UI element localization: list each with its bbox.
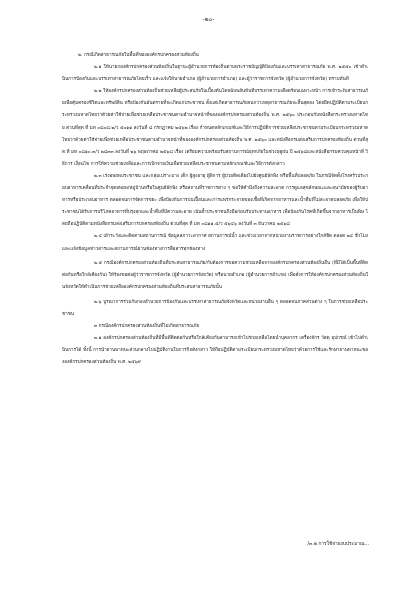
- paragraph-2-3: ๒.๓ เร่งอพยพประชาชน และกลุ่มเปราะบาง เด็ก ผู้สูงอายุ ผู้พิการ ผู้ป่วยติดเตียงไปยังศูนย์พักพิง หรือพื้นที่ปลอดภัย ในกรณีจัดตั้งโรงครัวประกอบอาหารเคลื่อนที่ประจำจุดอพยพ/หมู่บ้านหรือในศูนย์พักพิง หรือสถานที่ราชการต่าง ๆ ขอให้คำนึงถึงความสะอาด การดูแลสุขลักษณะและอนามัยของผู้รับอาหารหรือประกอบอาหาร ตลอดจนการจัดการขยะ เพื่อป้องกันการปนเปื้อนและการแพร่กระจายของเชื้อที่เกิดจากอาหารและน้ำดื่มที่ไม่สะอาดปลอดภัย เพื่อให้ประชาชนได้รับการบริโภคอาหารที่ปรุงสุกและน้ำดื่มที่มีความสะอาด เน้นย้ำประชาชนถึงมือก่อนรับประทานอาหาร เพื่อป้องกันโรคที่เกิดขึ้นจากอาหารเป็นพิษ โดยถือปฏิบัติตามหนังสือกรมส่งเสริมการปกครองท้องถิ่น ด่วนที่สุด ที่ มท ๐๘๑๑.๕/ว ๕๖๔๖ ลงวันที่ ๓ ธันวาคม ๒๕๖๘: [62, 173, 368, 228]
- document-body: [62, 50, 368, 369]
- paragraph-2-2: ๒.๒ ให้องค์กรปกครองส่วนท้องถิ่นช่วยเหลือผู้ประสบภัยในเบื้องต้นโดยฉับพลันทันทีบรรเทาความเดือดร้อนเฉพาะหน้า การเข้าระงับสาธารณภัยเพื่อคุ้มครองชีวิตและทรัพย์สิน หรือป้องกันอันตรายที่จะเกิดแก่ประชาชน ตั้งแต่เกิดสาธารณภัยจนกว่าเหตุสาธารณภัยจะสิ้นสุดลง โดยยึดปฏิบัติตามระเบียบกระทรวงมหาดไทยว่าด้วยค่าใช้จ่ายเพื่อช่วยเหลือประชาชนตามอำนาจหน้าที่ขององค์กรปกครองส่วนท้องถิ่น พ.ศ. ๒๕๖๐ ประกอบกับหนังสือกระทรวงมหาดไทย ด่วนที่สุด ที่ มท ๐๘๐๘.๒/ว ๕๐๑๑ ลงวันที่ ๘ กรกฎาคม ๒๕๖๒ เรื่อง กำหนดหลักเกณฑ์และวิธีการปฏิบัติการช่วยเหลือประชาชนตามระเบียบกระทรวงมหาดไทยว่าด้วยค่าใช้จ่ายเพื่อช่วยเหลือประชาชนตามอำนาจหน้าที่ขององค์กรปกครองส่วนท้องถิ่น พ.ศ. ๒๕๖๐ และหนังสือกรมส่งเสริมการปกครองท้องถิ่น ด่วนที่สุด ที่ มท ๐๘๑๐.๓/ว ๒๘๓๓ ลงวันที่ ๒๖ พฤษภาคม ๒๕๖๘ เรื่อง เตรียมความพร้อมรับสถานการณ์อุทกภัยในช่วงฤดูฝน ปี ๒๕๖๘และหนังสือกรมควบคุมหน้าที่ วิธีการ เงื่อนไข การให้ความช่วยเหลือและการเบิกจ่ายเงินเพื่อช่วยเหลือประชาชนตามหลักเกณฑ์และวิธีการดังกล่าว: [62, 89, 368, 167]
- paragraph-2-6: ๒.๖ บูรณาการร่วมกับกองอำนวยการป้องกันและบรรเทาสาธารณภัยจังหวัดและหน่วยงานอื่น ๆ ตลอดจนภาคส่วนต่าง ๆ ในการช่วยเหลือประชาชน: [62, 299, 368, 317]
- paragraph-3-1: ๓.๑ องค์กรปกครองส่วนท้องถิ่นที่มีพื้นที่ติดต่อกันหรือใกล้เคียงกันสามารถเข้าไปช่วยเหลือโดยนำบุคลากร เครื่องจักร วัสดุ อุปกรณ์ เข้าไปดำเนินการได้ ทั้งนี้ การนำยานพาหนะส่วนกลางไปปฏิบัติงานในการกิจดังกล่าว ให้ถือปฏิบัติตามระเบียบกระทรวงมหาดไทยว่าด้วยการใช้และรักษายานพาหนะขององค์กรปกครองส่วนท้องถิ่น พ.ศ. ๒๕๖๙: [62, 336, 368, 366]
- section-3-heading: ๓ กรณีองค์กรปกครองส่วนท้องถิ่นที่ไม่เกิดสาธารณภัย: [94, 324, 200, 330]
- continuation-note: /๓.๒ การใช้จ่ายงบประมาณ...: [307, 542, 369, 547]
- page-number: -๒๐-: [202, 16, 215, 23]
- paragraph-2-4: ๒.๔ เฝ้าระวังและติดตามสถานการณ์ ข้อมูลสภาวะอากาศ สถานการณ์น้ำ และช่วงเวลาจากหน่วยงานราชการอย่างใกล้ชิด ตลอด ๒๔ ชั่วโมง และแจ้งข้อมูลข่าวสารและสถานการณ์ผ่านช่องทางการสื่อสารทุกช่องทาง: [62, 234, 368, 252]
- paragraph-2-5: ๒.๕ กรณีองค์กรปกครองส่วนท้องถิ่นที่ประสบสาธารณภัย/กับต้องการขอความช่วยเหลือจากองค์กรปกครองส่วนท้องถิ่นอื่น (ที่มิได้เป็นพื้นที่ติดต่อกันหรือใกล้เคียงกัน) ให้ร้องขอต่อผู้ว่าราชการจังหวัด (ผู้อำนวยการจังหวัด) หรือนายอำเภอ (ผู้อำนวยการอำเภอ) เพื่อสั่งการให้องค์กรปกครองส่วนท้องถิ่นในจังหวัดให้ดำเนินการช่วยเหลือองค์กรปกครองส่วนท้องถิ่นที่ประสบสาธารณภัยนั้น: [62, 261, 368, 291]
- section-2-heading: ๒. กรณีเกิดสาธารณภัยในพื้นที่ขององค์กรปกครองส่วนท้องถิ่น: [78, 53, 199, 58]
- paragraph-2-1: ๒.๑ ให้นายกองค์กรปกครองส่วนท้องถิ่นในฐานะผู้อำนวยการท้องถิ่นตามพระราชบัญญัติป้องกันและบรรเทาสาธารณภัย พ.ศ. ๒๕๕๐ เข้าดำเนินการป้องกันและบรรเทาสาธารณภัยโดยเร็ว และแจ้งให้นายอำเภอ (ผู้อำนวยการอำเภอ) และผู้ว่าราชการจังหวัด (ผู้อำนวยการจังหวัด) ทราบทันที: [62, 65, 368, 83]
